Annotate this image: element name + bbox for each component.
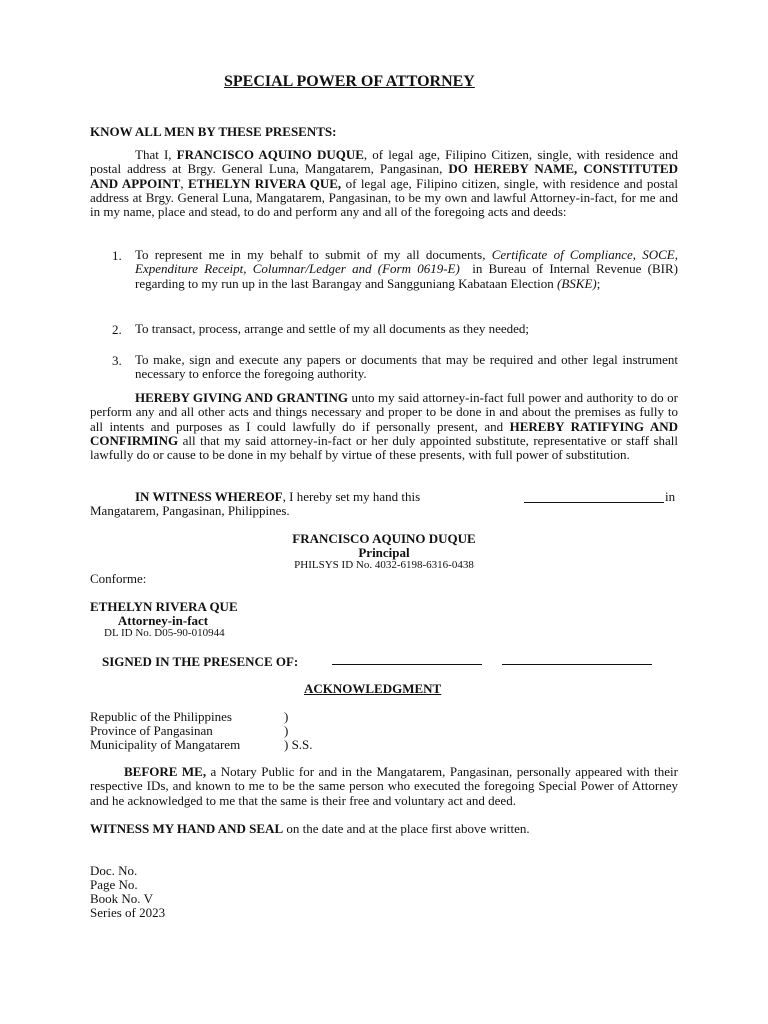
witness-signature-line	[502, 652, 652, 665]
principal-id: PHILSYS ID No. 4032-6198-6316-0438	[294, 559, 474, 571]
date-blank	[524, 490, 664, 503]
attorney-signature-name: ETHELYN RIVERA QUE	[90, 599, 238, 614]
list-item: To represent me in my behalf to submit of my all documents, Certificate of Compliance, SOCE, Expenditure Receipt, Columnar/Ledger and (Form 0619-E) in Bureau of Internal Revenue (BIR) regarding to my run up in the last Barangay and Sangguniang Kabataan Election (BSKE);	[135, 247, 682, 291]
venue-line: Province of Pangasinan	[90, 723, 213, 738]
list-number: 1.	[112, 248, 122, 263]
acknowledgment-heading: ACKNOWLEDGMENT	[304, 681, 442, 696]
list-item: To make, sign and execute any papers or documents that may be required and other legal instrument necessary to enforce the foregoing authority.	[135, 352, 678, 382]
conforme-label: Conforme:	[90, 571, 147, 586]
list-number: 3.	[112, 353, 122, 368]
book-no: Book No. V	[90, 891, 153, 906]
attorney-id: DL ID No. D05-90-010944	[104, 627, 225, 639]
list-item: To transact, process, arrange and settle of my all documents as they needed;	[135, 321, 530, 336]
venue-line: Republic of the Philippines	[90, 709, 232, 724]
principal-role: Principal	[358, 545, 410, 560]
appointment-paragraph: That I, FRANCISCO AQUINO DUQUE, of legal age, Filipino Citizen, single, with residence and postal address at Brgy. General Luna, Mangatarem, Pangasinan, DO HEREBY NAME, CONSTITUTED AND APPOINT, ETHELYN RIVERA QUE, of legal age, Filipino citizen, single, with residence and postal address at Brgy. General Luna, Mangatarem, Pangasinan, to be my own and lawful Attorney-in-fact, for me and in my name, place and stead, to do and perform any and all of the foregoing acts and deeds:	[90, 147, 678, 220]
document-title: SPECIAL POWER OF ATTORNEY	[224, 73, 475, 90]
doc-no: Doc. No.	[90, 863, 138, 878]
list-number: 2.	[112, 322, 122, 337]
principal-signature-name: FRANCISCO AQUINO DUQUE	[292, 531, 476, 546]
venue-line: Municipality of Mangatarem	[90, 737, 241, 752]
attorney-name: ETHELYN RIVERA QUE,	[188, 175, 342, 191]
presence-label: SIGNED IN THE PRESENCE OF:	[102, 654, 299, 669]
intro-heading: KNOW ALL MEN BY THESE PRESENTS:	[90, 124, 337, 139]
series: Series of 2023	[90, 905, 166, 920]
seal-line: WITNESS MY HAND AND SEAL on the date and at the place first above written.	[90, 821, 530, 836]
witness-place: Mangatarem, Pangasinan, Philippines.	[90, 503, 290, 518]
principal-name: FRANCISCO AQUINO DUQUE	[176, 147, 364, 162]
witness-line: IN WITNESS WHEREOF, I hereby set my hand this	[135, 489, 421, 504]
grant-paragraph: HEREBY GIVING AND GRANTING unto my said attorney-in-fact full power and authority to do or perform any and all other acts and things necessary and proper to be done in and about the premises as fully to all intents and purposes as I could lawfully do if personally present, and HEREBY RATIFYING AND CONFIRMING all that my said attorney-in-fact or her duly appointed substitute, representative or staff shall lawfully do or cause to be done in my behalf by virtue of these presents, with full power of substitution.	[90, 390, 678, 463]
attorney-role: Attorney-in-fact	[117, 613, 209, 628]
page-no: Page No.	[90, 877, 138, 892]
witness-signature-line	[332, 652, 482, 665]
before-me-paragraph: BEFORE ME, a Notary Public for and in the Mangatarem, Pangasinan, personally appeared with their respective IDs, and known to me to be the same person who executed the foregoing Special Power of Attorney and he acknowledged to me that the same is their free and voluntary act and deed.	[90, 764, 678, 808]
